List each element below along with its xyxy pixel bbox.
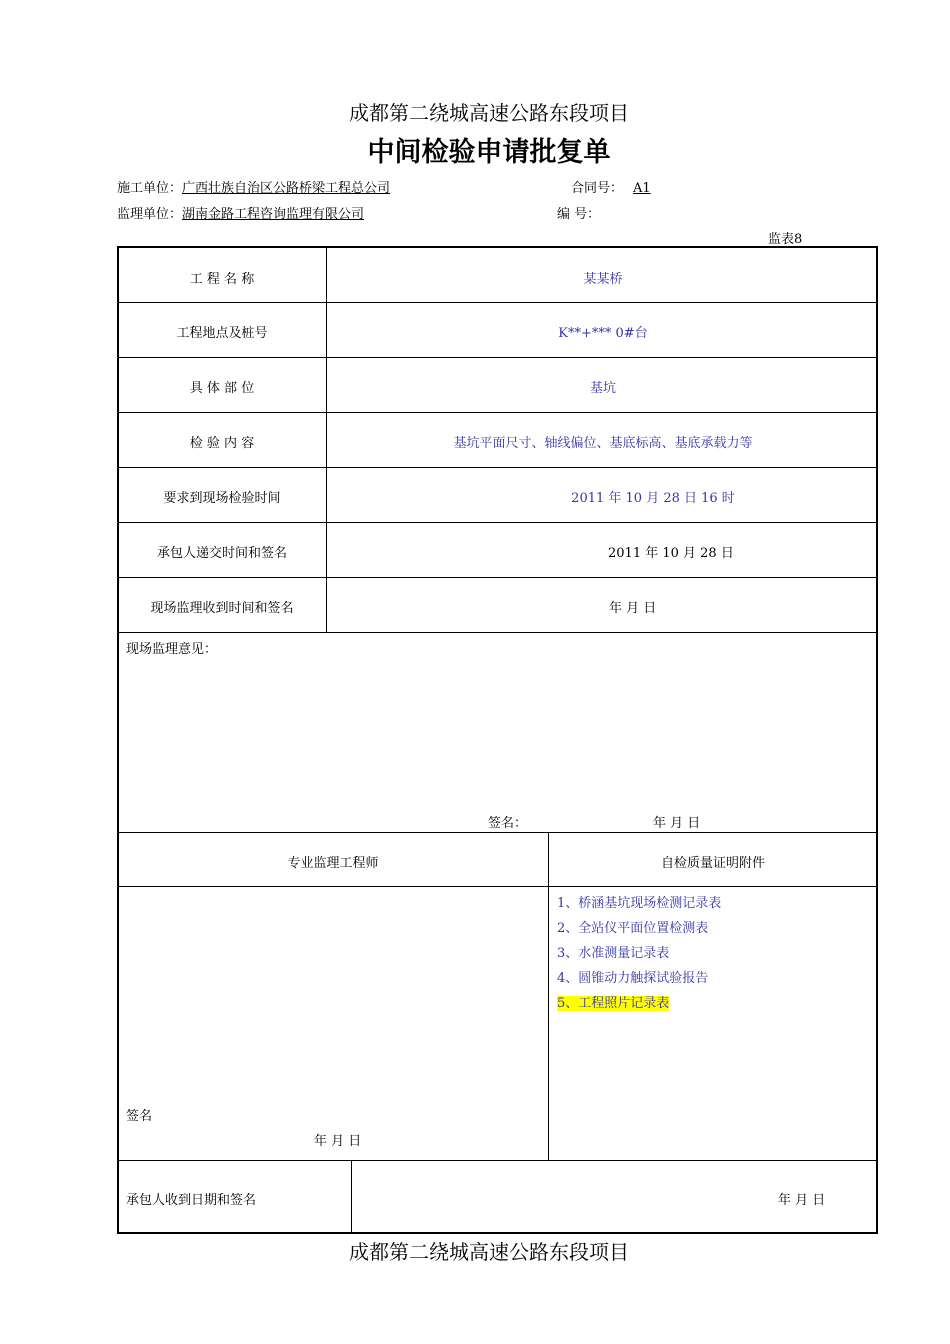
row-label-submit-time: 承包人递交时间和签名 <box>156 546 287 561</box>
opinion-label: 现场监理意见： <box>126 642 218 657</box>
footer-project-title: 成都第二绕城高速公路东段项目 <box>349 1240 629 1264</box>
engineer-date: 年 月 日 <box>314 1134 362 1149</box>
row-value-location: K**+*** 0#台 <box>558 326 648 341</box>
row-value-submit-time: 2011 年 10 月 28 日 <box>608 546 734 561</box>
row-divider <box>118 577 878 578</box>
row-label-content: 检 验 内 容 <box>189 436 255 451</box>
col-divider <box>326 248 327 632</box>
row-divider <box>118 832 878 833</box>
attachment-item: 2、全站仪平面位置检测表 <box>557 921 709 936</box>
row-label-project-name: 工 程 名 称 <box>189 272 255 287</box>
row-divider <box>118 357 878 358</box>
serial-value <box>600 207 628 222</box>
form-code: 监表8 <box>768 232 803 247</box>
opinion-date: 年 月 日 <box>653 816 701 831</box>
attachments-column-title: 自检质量证明附件 <box>660 856 765 871</box>
row-value-part: 基坑 <box>589 381 616 396</box>
row-label-required-time: 要求到现场检验时间 <box>163 491 281 506</box>
attachment-item-highlighted <box>557 992 669 1011</box>
row-divider <box>118 1160 878 1161</box>
row-divider <box>118 467 878 468</box>
supervisor-value: 湖南金路工程咨询监理有限公司 <box>182 207 365 222</box>
attachment-highlight: 5、工程照片记录表 <box>557 996 670 1011</box>
row-label-location: 工程地点及桩号 <box>176 326 268 341</box>
row-divider <box>118 632 878 633</box>
receipt-label: 承包人收到日期和签名 <box>126 1193 257 1208</box>
project-title: 成都第二绕城高速公路东段项目 <box>349 101 629 125</box>
row-divider <box>118 886 878 887</box>
supervisor-label: 监理单位： <box>117 207 183 222</box>
row-divider <box>118 302 878 303</box>
row-value-project-name: 某某桥 <box>583 272 623 287</box>
row-value-required-time: 2011 年 10 月 28 日 16 时 <box>571 491 735 506</box>
contractor-field <box>117 177 390 196</box>
form-title: 中间检验申请批复单 <box>367 137 611 168</box>
contract-no-value: A1 <box>633 181 651 196</box>
row-divider <box>118 412 878 413</box>
contractor-label: 施工单位： <box>117 181 183 196</box>
row-value-content: 基坑平面尺寸、轴线偏位、基底标高、基底承载力等 <box>453 436 753 451</box>
row-divider <box>118 522 878 523</box>
attachment-item: 3、水准测量记录表 <box>557 946 670 961</box>
attachment-item: 4、圆锥动力触探试验报告 <box>557 971 709 986</box>
serial-field <box>557 203 628 222</box>
serial-label: 编 号： <box>557 207 601 222</box>
supervisor-field <box>117 203 378 222</box>
engineer-sign-label: 签名 <box>126 1109 153 1124</box>
contractor-value: 广西壮族自治区公路桥梁工程总公司 <box>182 181 391 196</box>
attachment-item: 1、桥涵基坑现场检测记录表 <box>557 896 722 911</box>
col-divider <box>548 833 549 1160</box>
receipt-date: 年 月 日 <box>778 1193 826 1208</box>
engineer-column-title: 专业监理工程师 <box>287 856 379 871</box>
contract-no-label: 合同号： <box>571 181 624 196</box>
row-label-part: 具 体 部 位 <box>189 381 255 396</box>
row-value-received-time: 年 月 日 <box>609 601 657 616</box>
row-label-received-time: 现场监理收到时间和签名 <box>150 601 294 616</box>
opinion-sign-label: 签名： <box>488 816 528 831</box>
col-divider <box>351 1161 352 1232</box>
contract-no-field <box>571 177 661 196</box>
